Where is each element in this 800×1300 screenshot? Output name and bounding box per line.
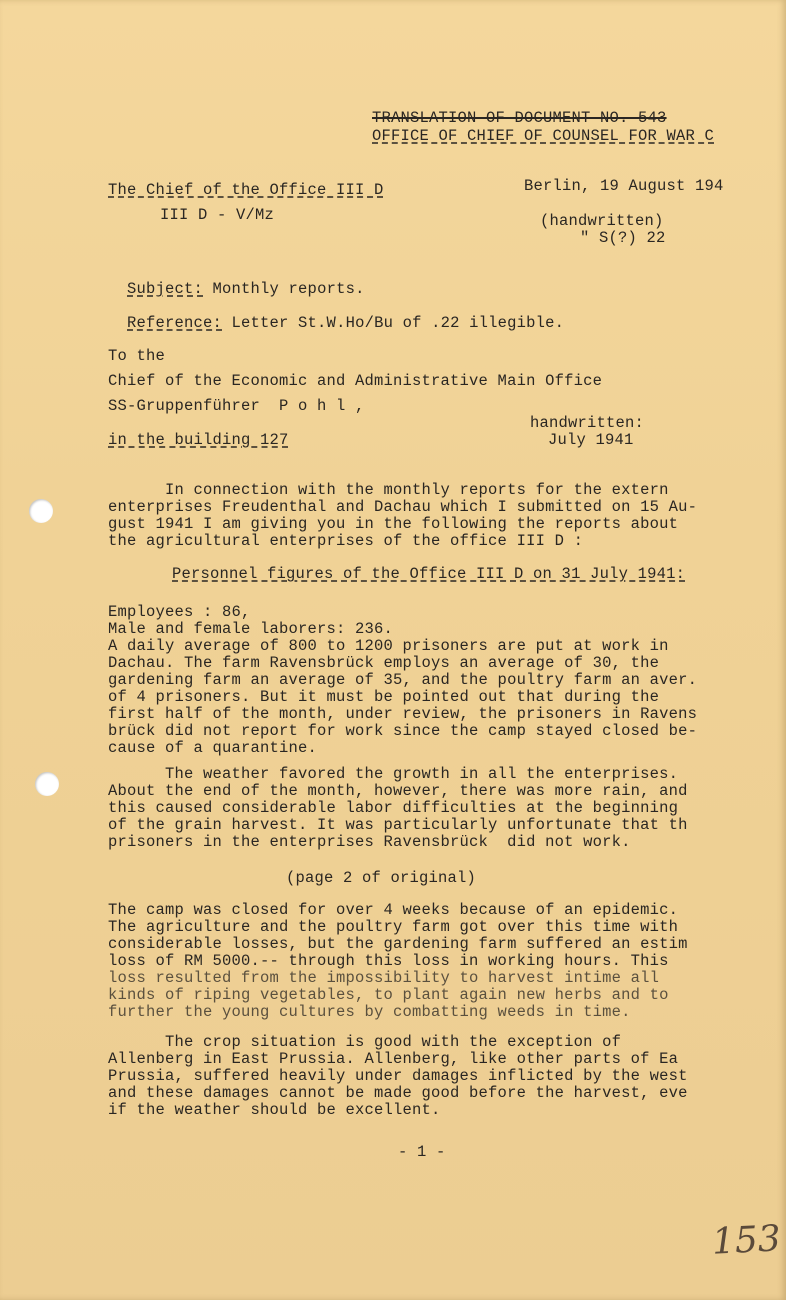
paragraph-line: The weather favored the growth in all the enterprises. xyxy=(108,765,679,783)
personnel-line: of 4 prisoners. But it must be pointed out that during the xyxy=(108,688,660,706)
personnel-line: gardening farm an average of 35, and the poultry farm an aver. xyxy=(108,671,698,689)
subject-label: Subject: xyxy=(127,280,204,298)
paragraph-line: The camp was closed for over 4 weeks because of an epidemic. xyxy=(108,901,679,919)
personnel-line: cause of a quarantine. xyxy=(108,739,318,757)
sender-reference: III D - V/Mz xyxy=(160,206,275,224)
reference-text: Letter St.W.Ho/Bu of .22 illegible. xyxy=(231,314,565,332)
place-date: Berlin, 19 August 194 xyxy=(524,177,724,195)
translation-line: TRANSLATION OF DOCUMENT NO. 543 xyxy=(372,109,667,127)
paragraph-line: considerable losses, but the gardening farm suffered an estim xyxy=(108,935,688,953)
addressee-to: To the xyxy=(108,347,166,365)
sender-title: The Chief of the Office III D xyxy=(108,181,384,199)
addressee-line2: SS-Gruppenführer P o h l , xyxy=(108,397,365,415)
paragraph-line: Prussia, suffered heavily under damages inflicted by the west xyxy=(108,1067,688,1085)
punch-hole xyxy=(29,499,53,523)
paragraph-line: this caused considerable labor difficulties at the beginning xyxy=(108,799,679,817)
personnel-line: brück did not report for work since the camp stayed closed be- xyxy=(108,722,698,740)
paragraph-line: further the young cultures by combatting weeds in time. xyxy=(108,1003,631,1021)
personnel-line: A daily average of 800 to 1200 prisoners are put at work in xyxy=(108,637,669,655)
page-number: - 1 - xyxy=(398,1143,446,1161)
personnel-line: Dachau. The farm Ravensbrück employs an average of 30, the xyxy=(108,654,660,672)
handwritten-value: " S(?) 22 xyxy=(580,229,666,247)
reference-label: Reference: xyxy=(127,314,223,332)
paragraph-line: if the weather should be excellent. xyxy=(108,1101,441,1119)
personnel-line: first half of the month, under review, the prisoners in Ravens xyxy=(108,705,698,723)
handwritten-label: (handwritten) xyxy=(540,212,664,230)
paragraph-line: of the grain harvest. It was particularly unfortunate that th xyxy=(108,816,688,834)
paragraph-line: prisoners in the enterprises Ravensbrück did not work. xyxy=(108,833,631,851)
page-marker: (page 2 of original) xyxy=(286,869,477,887)
paragraph-line: Allenberg in East Prussia. Allenberg, like other parts of Ea xyxy=(108,1050,679,1068)
paragraph-line: About the end of the month, however, there was more rain, and xyxy=(108,782,688,800)
paragraph-line: kinds of riping vegetables, to plant again new herbs and to xyxy=(108,986,669,1004)
office-line: OFFICE OF CHIEF OF COUNSEL FOR WAR C xyxy=(372,127,715,145)
addressee-handwritten-label: handwritten: xyxy=(530,414,645,432)
paragraph-line: loss of RM 5000.-- through this loss in working hours. This xyxy=(108,952,669,970)
paragraph-line: The crop situation is good with the exception of xyxy=(108,1033,622,1051)
paragraph-line: gust 1941 I am giving you in the following the reports about xyxy=(108,515,679,533)
paragraph-line: the agricultural enterprises of the office III D : xyxy=(108,532,584,550)
paragraph-line: The agriculture and the poultry farm got over this time with xyxy=(108,918,679,936)
personnel-line: Employees : 86, xyxy=(108,603,251,621)
paragraph-line: loss resulted from the impossibility to harvest intime all xyxy=(108,969,660,987)
subject-text: Monthly reports. xyxy=(212,280,365,298)
paragraph-line: In connection with the monthly reports for the extern xyxy=(108,481,669,499)
paragraph-line: enterprises Freudenthal and Dachau which I submitted on 15 Au- xyxy=(108,498,698,516)
addressee-handwritten-value: July 1941 xyxy=(548,431,634,449)
personnel-line: Male and female laborers: 236. xyxy=(108,620,394,638)
addressee-line1: Chief of the Economic and Administrative Main Office xyxy=(108,372,603,390)
section-heading: Personnel figures of the Office III D on 31 July 1941: xyxy=(172,565,686,583)
punch-hole xyxy=(35,772,59,796)
handwritten-folio-number: 153 xyxy=(710,1218,782,1263)
paragraph-line: and these damages cannot be made good before the harvest, eve xyxy=(108,1084,688,1102)
addressee-line3: in the building 127 xyxy=(108,431,289,449)
